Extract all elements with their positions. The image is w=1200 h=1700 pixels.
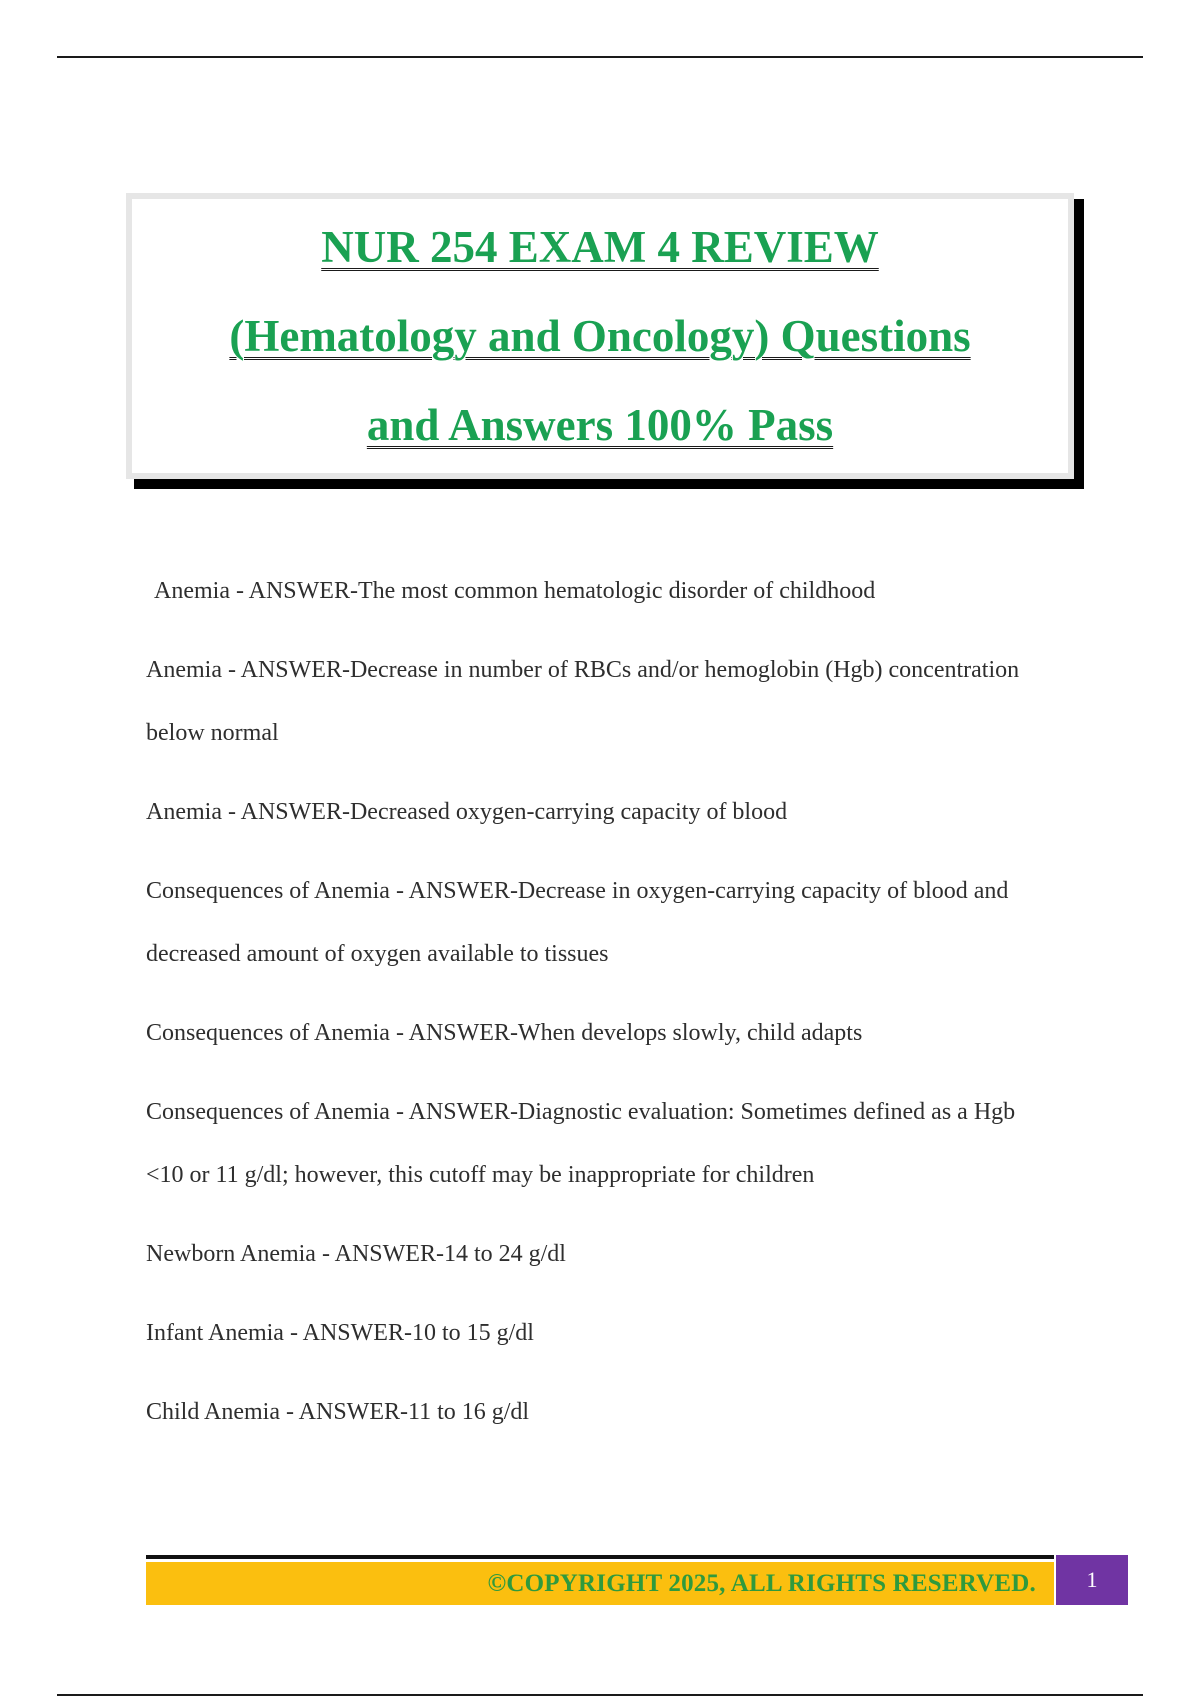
qa-item: Consequences of Anemia - ANSWER-Decrease in oxygen-carrying capacity of blood and decreased amount of oxygen available to tissues xyxy=(146,878,1009,967)
top-rule xyxy=(57,56,1143,58)
title-line-3: and Answers 100% Pass xyxy=(366,399,834,450)
qa-item: Newborn Anemia - ANSWER-14 to 24 g/dl xyxy=(146,1241,566,1267)
footer-rule xyxy=(146,1555,1054,1559)
title-box xyxy=(126,193,1074,479)
qa-item: Child Anemia - ANSWER-11 to 16 g/dl xyxy=(146,1399,530,1425)
qa-item: Anemia - ANSWER-The most common hematologic disorder of childhood xyxy=(154,578,876,604)
page-number: 1 xyxy=(1056,1555,1128,1605)
qa-list xyxy=(146,560,1046,1460)
footer-bar xyxy=(146,1562,1054,1605)
bottom-rule xyxy=(57,1694,1143,1696)
copyright-text: ©COPYRIGHT 2025, ALL RIGHTS RESERVED. xyxy=(487,1569,1036,1597)
qa-item: Anemia - ANSWER-Decrease in number of RBCs and/or hemoglobin (Hgb) concentration below normal xyxy=(146,657,1020,746)
title-line-1: NUR 254 EXAM 4 REVIEW xyxy=(321,221,879,272)
title-line-2: (Hematology and Oncology) Questions xyxy=(229,310,971,361)
qa-item: Infant Anemia - ANSWER-10 to 15 g/dl xyxy=(146,1320,534,1346)
qa-item: Consequences of Anemia - ANSWER-When develops slowly, child adapts xyxy=(146,1020,863,1046)
qa-item: Anemia - ANSWER-Decreased oxygen-carrying capacity of blood xyxy=(146,799,788,825)
qa-item: Consequences of Anemia - ANSWER-Diagnostic evaluation: Sometimes defined as a Hgb <10 or 11 g/dl; however, this cutoff may be inappropriate for children xyxy=(146,1099,1016,1188)
